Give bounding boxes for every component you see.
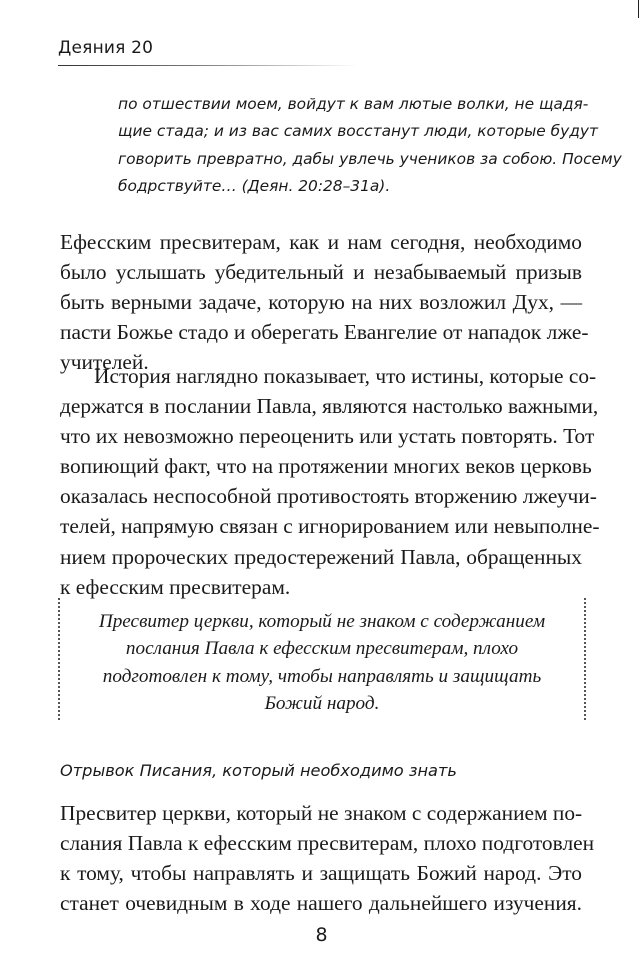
paragraph-line: было услышать убедительный и незабываемый призыв xyxy=(60,260,582,285)
pull-quote-line: подготовлен к тому, чтобы направлять и защищать xyxy=(102,665,542,687)
paragraph-line: нием пророческих предостережений Павла, обращенных xyxy=(60,544,582,569)
paragraph-line: Пресвитер церкви, который не знаком с содержанием по- xyxy=(60,801,583,825)
paragraph-line: Ефесским пресвитерам, как и нам сегодня, необходимо xyxy=(60,230,582,254)
running-header: Деяния 20 xyxy=(58,38,154,58)
paragraph-1 xyxy=(60,227,589,377)
header-rule xyxy=(58,65,358,66)
paragraph-line: пасти Божье стадо и оберегать Евангелие от нападок лже- xyxy=(60,320,589,345)
scripture-quote xyxy=(118,91,622,200)
quote-line: говорить превратно, дабы увлечь учеников за собою. Посему xyxy=(118,149,622,168)
pull-quote-text xyxy=(60,608,584,717)
paragraph-line: держатся в послании Павла, являются настолько важными, xyxy=(60,394,599,419)
paragraph-line: оказалась неспособной противостоять вторжению лжеучи- xyxy=(60,484,597,509)
paragraph-line: к ефесским пресвитерам. xyxy=(60,574,291,599)
pull-quote-line: послания Павла к ефесским пресвитерам, плохо xyxy=(125,638,519,660)
paragraph-3 xyxy=(60,798,595,918)
page-edge-mark xyxy=(638,0,639,18)
quote-line: по отшествии моем, войдут к вам лютые волки, не щадя- xyxy=(118,95,589,113)
pull-quote-box xyxy=(58,598,586,720)
paragraph-line: слания Павла к ефесским пресвитерам, плохо подготовлен xyxy=(60,831,595,856)
paragraph-line: станет очевидным в ходе нашего дальнейшего изучения. xyxy=(60,891,582,916)
paragraph-line: быть верными задаче, которую на них возложил Дух, — xyxy=(60,290,582,315)
paragraph-line: к тому, чтобы направлять и защищать Божий народ. Это xyxy=(60,861,582,886)
quote-line: бодрствуйте… (Деян. 20:28–31а). xyxy=(118,176,391,195)
page-number: 8 xyxy=(315,924,328,946)
paragraph-line: телей, напрямую связан с игнорированием или невыполне- xyxy=(60,514,600,539)
paragraph-2 xyxy=(60,361,600,602)
paragraph-line: что их невозможно переоценить или устать повторять. Тот xyxy=(60,424,595,449)
paragraph-line: учителей. xyxy=(60,350,149,375)
paragraph-line: вопиющий факт, что на протяжении многих веков церковь xyxy=(60,454,592,479)
pull-quote-line: Пресвитер церкви, который не знаком с содержанием xyxy=(98,611,546,632)
section-subheading: Отрывок Писания, который необходимо знать xyxy=(60,761,457,780)
paragraph-line: История наглядно показывает, что истины, которые со- xyxy=(94,364,597,388)
pull-quote-line: Божий народ. xyxy=(264,692,380,714)
quote-line: щие стада; и из вас самих восстанут люди, которые будут xyxy=(118,122,598,141)
